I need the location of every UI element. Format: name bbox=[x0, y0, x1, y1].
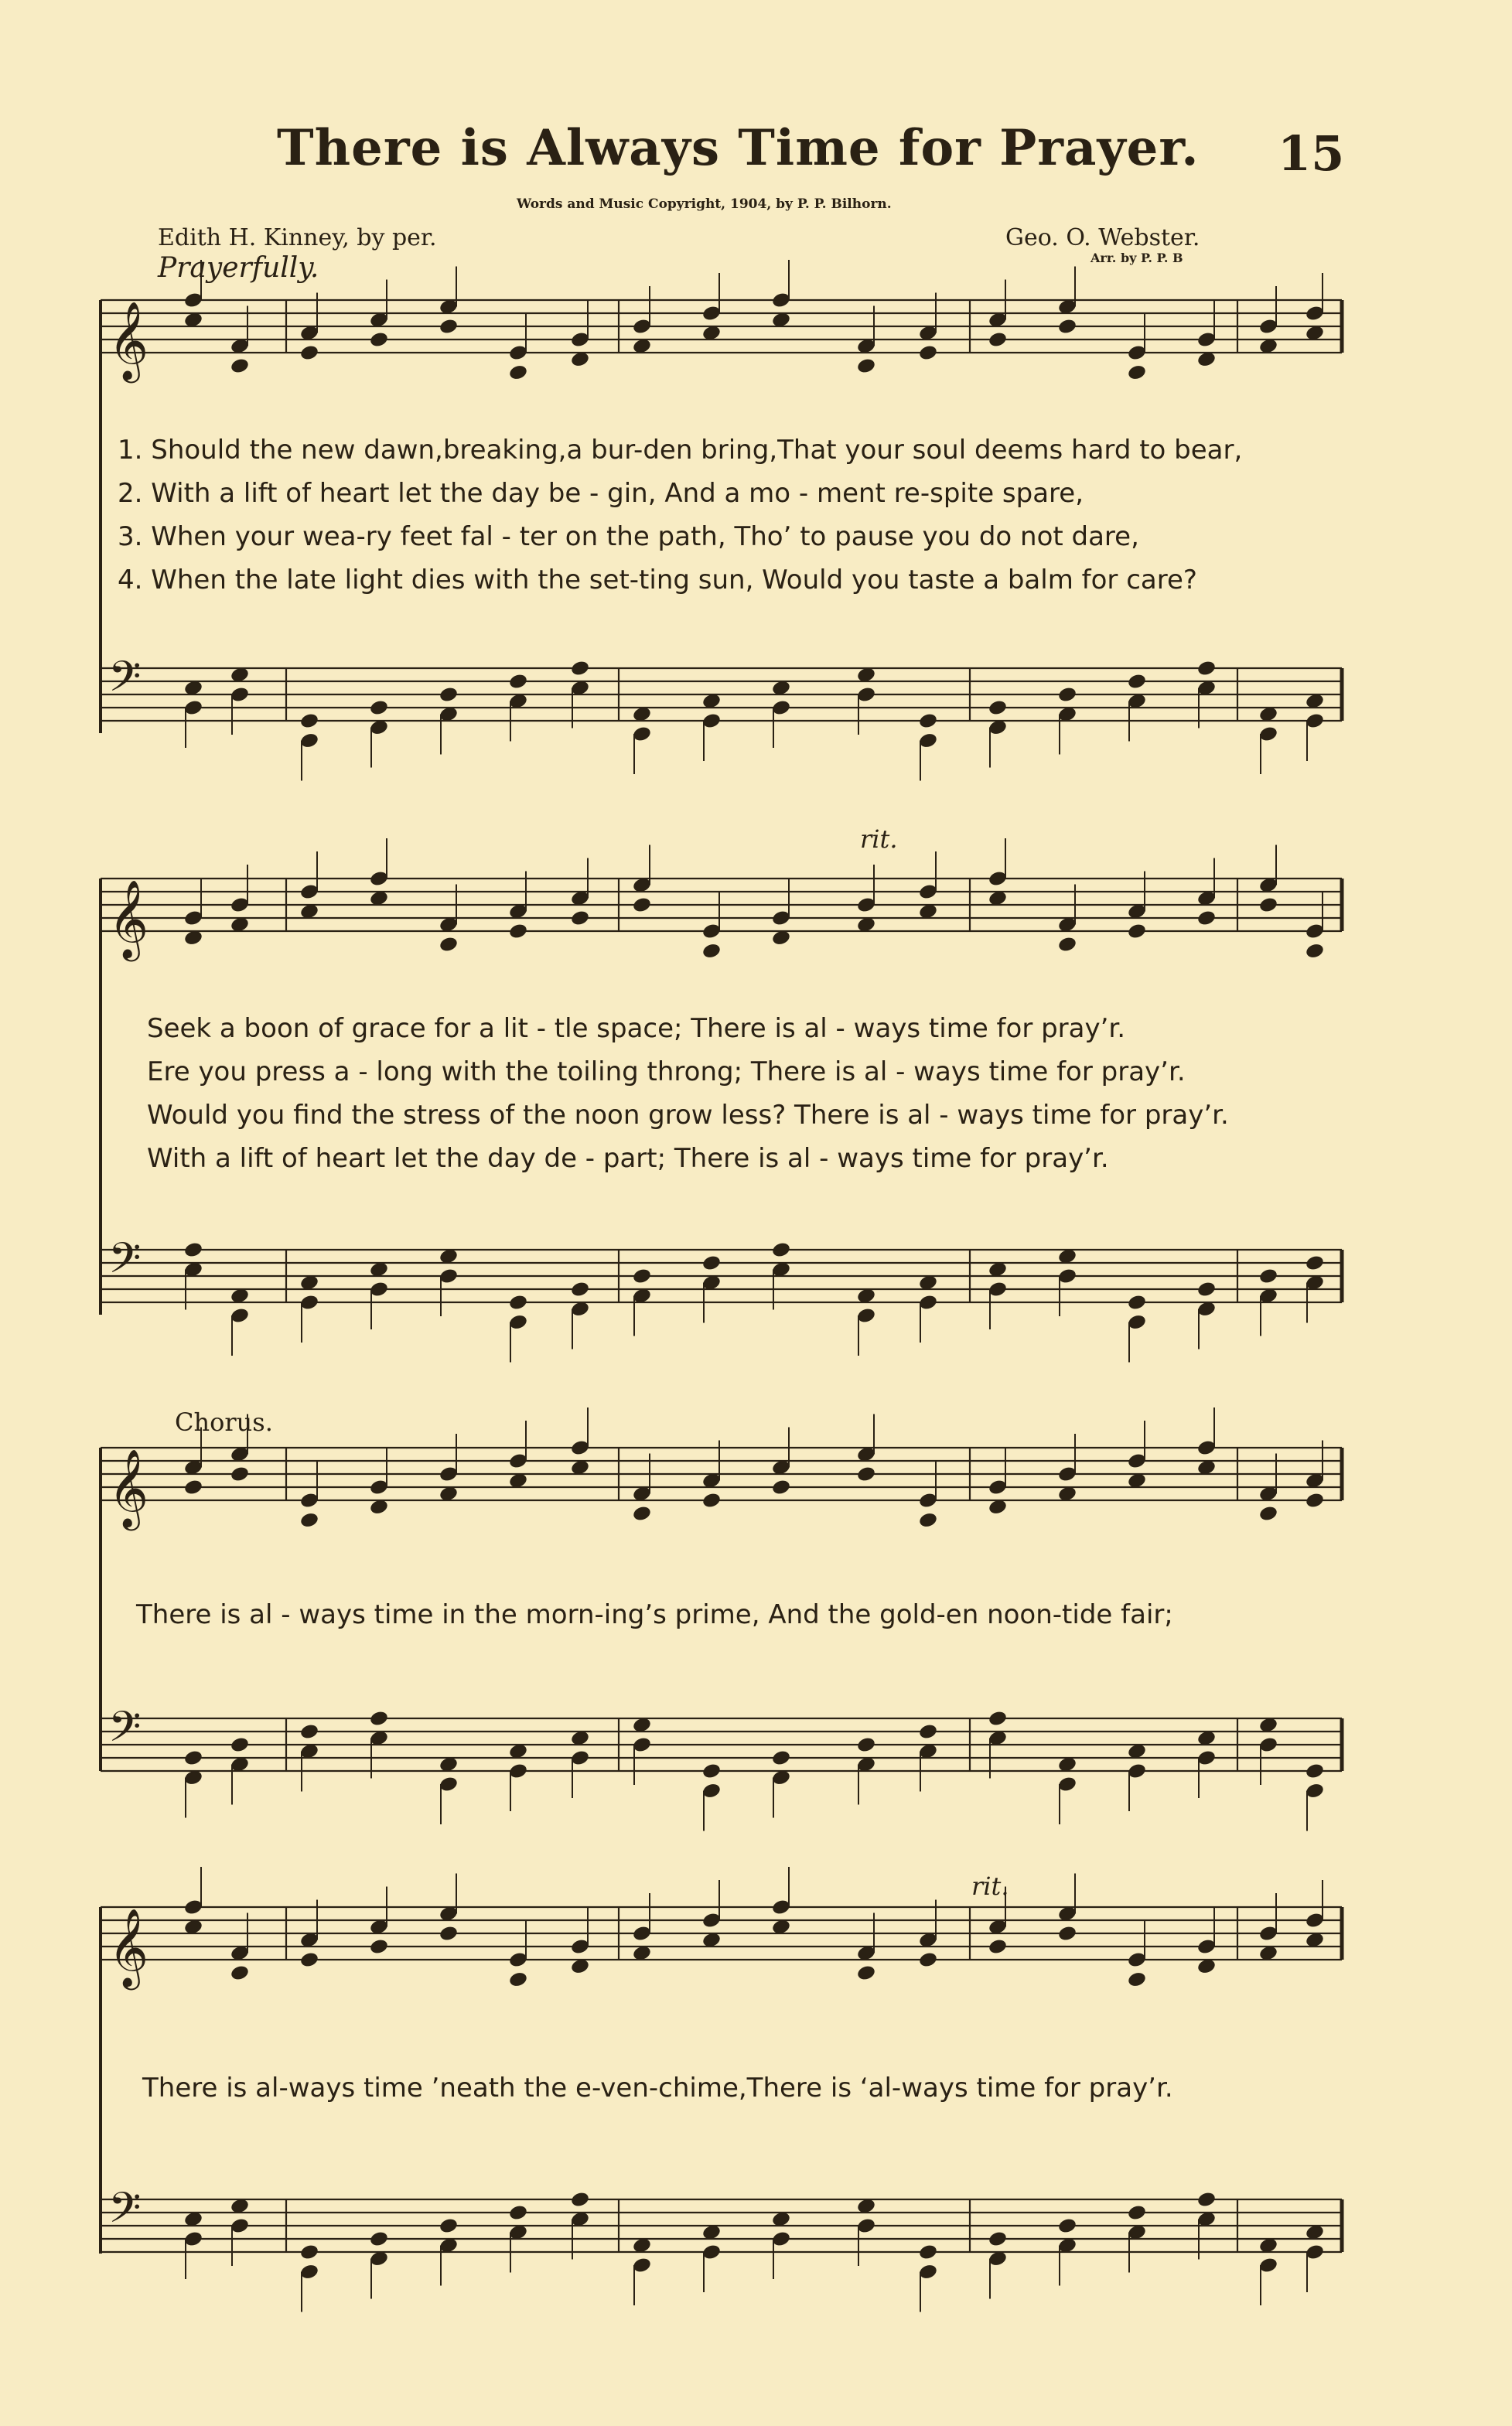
note-head bbox=[1127, 923, 1147, 940]
note-head bbox=[918, 344, 938, 362]
note-head bbox=[299, 2243, 319, 2261]
note-head bbox=[1196, 909, 1217, 927]
note-head bbox=[1057, 1925, 1077, 1943]
chorus-line-2: There is al-ways time ’neath the e-ven-chime,There is ‘al-ways time for pray’r. bbox=[142, 2073, 1173, 2104]
note-head bbox=[918, 712, 938, 730]
note-head bbox=[1196, 1281, 1217, 1298]
note-head bbox=[230, 357, 250, 375]
hymn-title: There is Always Time for Prayer. bbox=[277, 119, 1200, 177]
note-head bbox=[918, 2243, 938, 2261]
note-head bbox=[1258, 1505, 1278, 1523]
bass-clef-icon: 𝄢 bbox=[108, 1702, 142, 1762]
note-head bbox=[570, 909, 590, 927]
chorus-line-1: There is al - ways time in the morn-ing’s prime, And the gold-en noon-tide fair; bbox=[136, 1599, 1173, 1630]
note-head bbox=[918, 1511, 938, 1529]
note-head bbox=[988, 1710, 1008, 1728]
note-head bbox=[508, 1294, 528, 1312]
note-head bbox=[701, 1762, 722, 1780]
note-head bbox=[439, 686, 459, 704]
verse-2-line-b: Ere you press a - long with the toiling throng; There is al - ways time for pray’r. bbox=[147, 1056, 1186, 1087]
note-head bbox=[1305, 1762, 1325, 1780]
treble-clef-icon: 𝄞 bbox=[108, 1907, 149, 1987]
verse-3-line-a: 3. When your wea-ry feet fal - ter on the path, Tho’ to pause you do not dare, bbox=[118, 521, 1139, 552]
note-head bbox=[439, 1925, 459, 1943]
note-head bbox=[1127, 363, 1147, 381]
note-head bbox=[1196, 2191, 1217, 2209]
ritardando-mark-chorus: rit. bbox=[971, 1872, 1009, 1901]
note-head bbox=[183, 1749, 203, 1767]
note-head bbox=[856, 1736, 876, 1754]
note-head bbox=[1127, 1294, 1147, 1312]
treble-clef-icon: 𝄞 bbox=[108, 300, 149, 380]
note-head bbox=[771, 1749, 791, 1767]
verse-4-line-b: With a lift of heart let the day de - part; There is al - ways time for pray’r. bbox=[147, 1143, 1109, 1174]
note-head bbox=[299, 1723, 319, 1741]
note-head bbox=[508, 673, 528, 691]
note-head bbox=[183, 1479, 203, 1496]
note-head bbox=[369, 699, 389, 717]
verse-1-line-b: Seek a boon of grace for a lit - tle space; There is al - ways time for pray’r. bbox=[147, 1013, 1126, 1044]
note-head bbox=[771, 1241, 791, 1259]
note-head bbox=[369, 1710, 389, 1728]
note-head bbox=[701, 1254, 722, 1272]
composer-credit: Geo. O. Webster. bbox=[1005, 224, 1200, 251]
note-head bbox=[299, 1511, 319, 1529]
note-head bbox=[439, 2217, 459, 2235]
note-head bbox=[771, 1479, 791, 1496]
note-head bbox=[632, 1268, 652, 1285]
note-head bbox=[369, 1938, 389, 1956]
note-head bbox=[508, 1970, 528, 1988]
note-head bbox=[1057, 936, 1077, 954]
note-head bbox=[299, 344, 319, 362]
treble-clef-icon: 𝄞 bbox=[108, 879, 149, 958]
verse-3-line-b: Would you find the stress of the noon grow less? There is al - ways time for pray’r. bbox=[147, 1100, 1229, 1131]
note-head bbox=[1305, 1254, 1325, 1272]
note-head bbox=[988, 331, 1008, 349]
note-head bbox=[439, 936, 459, 954]
bass-clef-icon: 𝄢 bbox=[108, 2183, 142, 2243]
note-head bbox=[988, 699, 1008, 717]
note-head bbox=[918, 1723, 938, 1741]
note-head bbox=[439, 318, 459, 336]
bass-clef-icon: 𝄢 bbox=[108, 1233, 142, 1293]
note-head bbox=[1127, 2204, 1147, 2222]
note-head bbox=[701, 942, 722, 960]
verse-2-line-a: 2. With a lift of heart let the day be - gin, And a mo - ment re-spite spare, bbox=[118, 478, 1084, 509]
bass-clef-icon: 𝄢 bbox=[108, 652, 142, 711]
note-head bbox=[230, 1465, 250, 1483]
note-head bbox=[918, 1951, 938, 1969]
verse-4-line-a: 4. When the late light dies with the set-ting sun, Would you taste a balm for care? bbox=[118, 565, 1197, 595]
note-head bbox=[1057, 318, 1077, 336]
note-head bbox=[1258, 896, 1278, 914]
note-head bbox=[570, 1281, 590, 1298]
note-head bbox=[369, 331, 389, 349]
note-head bbox=[508, 363, 528, 381]
treble-clef-icon: 𝄞 bbox=[108, 1448, 149, 1527]
note-head bbox=[988, 1938, 1008, 1956]
note-head bbox=[570, 2191, 590, 2209]
note-head bbox=[1258, 1268, 1278, 1285]
note-head bbox=[632, 1505, 652, 1523]
note-head bbox=[508, 2204, 528, 2222]
verse-1-line-a: 1. Should the new dawn,breaking,a bur-den bring,That your soul deems hard to bear, bbox=[118, 435, 1243, 466]
note-head bbox=[1127, 673, 1147, 691]
note-head bbox=[570, 660, 590, 677]
note-head bbox=[1127, 1970, 1147, 1988]
note-head bbox=[369, 2230, 389, 2248]
note-head bbox=[701, 1492, 722, 1510]
copyright-notice: Words and Music Copyright, 1904, by P. P. Bilhorn. bbox=[517, 196, 892, 212]
note-head bbox=[988, 2230, 1008, 2248]
note-head bbox=[856, 1465, 876, 1483]
note-head bbox=[183, 1241, 203, 1259]
note-head bbox=[230, 1964, 250, 1982]
note-head bbox=[299, 712, 319, 730]
note-head bbox=[230, 1736, 250, 1754]
note-head bbox=[632, 896, 652, 914]
note-head bbox=[1196, 660, 1217, 677]
page-number: 15 bbox=[1278, 125, 1345, 182]
chorus-label: Chorus. bbox=[175, 1407, 273, 1437]
note-head bbox=[299, 1951, 319, 1969]
note-head bbox=[508, 923, 528, 940]
note-head bbox=[1057, 2217, 1077, 2235]
note-head bbox=[1305, 1492, 1325, 1510]
arranger-credit: Arr. by P. P. B bbox=[1090, 251, 1183, 265]
author-credit: Edith H. Kinney, by per. bbox=[158, 224, 437, 251]
ritardando-mark: rit. bbox=[860, 824, 898, 854]
note-head bbox=[856, 357, 876, 375]
note-head bbox=[1305, 942, 1325, 960]
note-head bbox=[1057, 686, 1077, 704]
tempo-marking: Prayerfully. bbox=[158, 252, 319, 284]
note-head bbox=[856, 1964, 876, 1982]
